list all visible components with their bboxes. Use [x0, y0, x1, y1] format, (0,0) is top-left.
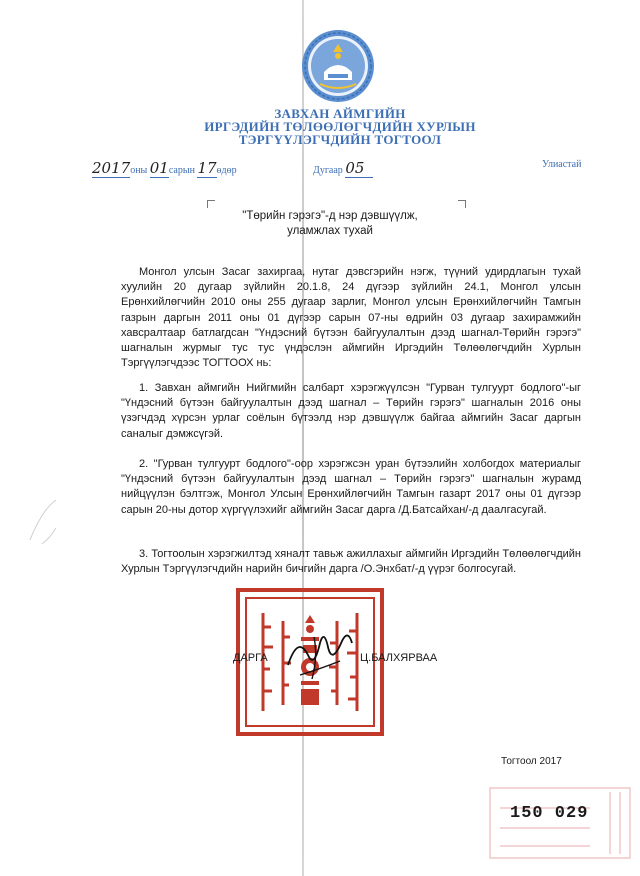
document-series-label: Тогтоол 2017 — [501, 756, 562, 767]
signatory-title: ДАРГА — [233, 652, 268, 664]
day-suffix: өдөр — [216, 165, 237, 176]
year-suffix: оны — [130, 165, 148, 176]
preamble-paragraph — [121, 265, 581, 371]
subject-line-2: уламжлах тухай — [287, 225, 373, 237]
date-day: 17 — [197, 159, 217, 177]
signatory-name: Ц.БАЛХЯРВАА — [360, 652, 438, 664]
resolution-item-2 — [121, 457, 581, 518]
number-field — [313, 159, 373, 178]
place-name: Улиастай — [542, 159, 582, 170]
resolution-item-1 — [121, 381, 581, 442]
resolution-item-1-text: 1. Завхан аймгийн Нийгмийн салбарт хэрэгжүүлсэн "Гурван тулгуурт бодлого"-ыг "Үндэсний бүтээн байгуулалтын дээд шагнал – Төрийн гэрэгэ" шагналын 2016 оны үзэгчдэд хүрсэн урлаг соёлын бүтээлд нэр дэвшүүлж байгаа аймгийн Засаг даргын саналыг дэмжсүгэй. — [121, 382, 581, 440]
resolution-item-3-text: 3. Тогтоолын хэрэгжилтэд хяналт тавьж ажиллахыг аймгийн Иргэдийн Төлөөлөгчдийн Хурлын Тэргүүлэгчдийн нарийн бичгийн дарга /О.Энхбат/-д үүрэг болгосугай. — [121, 548, 581, 576]
council-name-line-1: ЗАВХАН АЙМГИЙН — [274, 106, 406, 121]
number-label: Дугаар — [313, 165, 343, 176]
date-year: 2017 — [92, 159, 131, 177]
faint-red-stamp-icon — [480, 778, 640, 868]
month-suffix: сарын — [168, 165, 195, 176]
date-field — [92, 159, 237, 178]
subject-corner-left — [207, 200, 215, 208]
document-type-title: ТЭРГҮҮЛЭГЧДИЙН ТОГТООЛ — [238, 132, 442, 147]
state-emblem-icon — [300, 28, 376, 104]
resolution-item-2-text: 2. "Гурван тулгуурт бодлого"-оор хэрэгжсэн уран бүтээлийн холбогдох материалыг "Үндэсний бүтээн байгуулалтын дээд шагнал – Төрийн гэрэгэ" шагналын журамд нийцүүлэн бэлтгэж, Монгол Улсын Ерөнхийлөгчийн Тамгын газарт 2017 оны 01 дүгээр сарын 20-ны дотор хүргүүлэхийг аймгийн Засаг дарга /Д.Батсайхан/-д даалгасугай. — [121, 458, 581, 516]
serial-number: 150 029 — [510, 804, 589, 823]
handwritten-signature-icon — [280, 625, 360, 685]
pencil-mark-icon — [20, 490, 70, 550]
resolution-item-3 — [121, 547, 581, 577]
preamble-text: Монгол улсын Засаг захиргаа, нутаг дэвсгэрийн нэгж, түүний удирдлагын тухай хуулийн 20 дугаар зүйлийн 20.1.8, 24 дүгээр зүйлийн 24.1, Монгол улсын Ерөнхийлөгчийн 2010 оны 255 дугаар зарлиг, Монгол улсын Ерөнхийлөгчийн Тамгын газрын даргын 2011 оны 01 дүгээр сарын 07-ны өдрийн 03 дугаар захирамжийн хавсралтаар батлагдсан "Үндэсний бүтээн байгуулалтын дээд шагнал-Төрийн гэрэгэ" шагналын журмыг тус тус үндэслэн аймгийн Иргэдийн Төлөөлөгчдийн Хурлын Тэргүүлэгчдээс ТОГТООХ нь: — [121, 266, 581, 370]
date-month: 01 — [149, 159, 169, 177]
council-name-line-2: ИРГЭДИЙН ТӨЛӨӨЛӨГЧДИЙН ХУРЛЫН — [204, 119, 476, 134]
subject-corner-right — [458, 200, 466, 208]
subject-line-1: "Төрийн гэрэгэ"-д нэр дэвшүүлж, — [242, 210, 418, 222]
document-number: 05 — [345, 159, 365, 177]
